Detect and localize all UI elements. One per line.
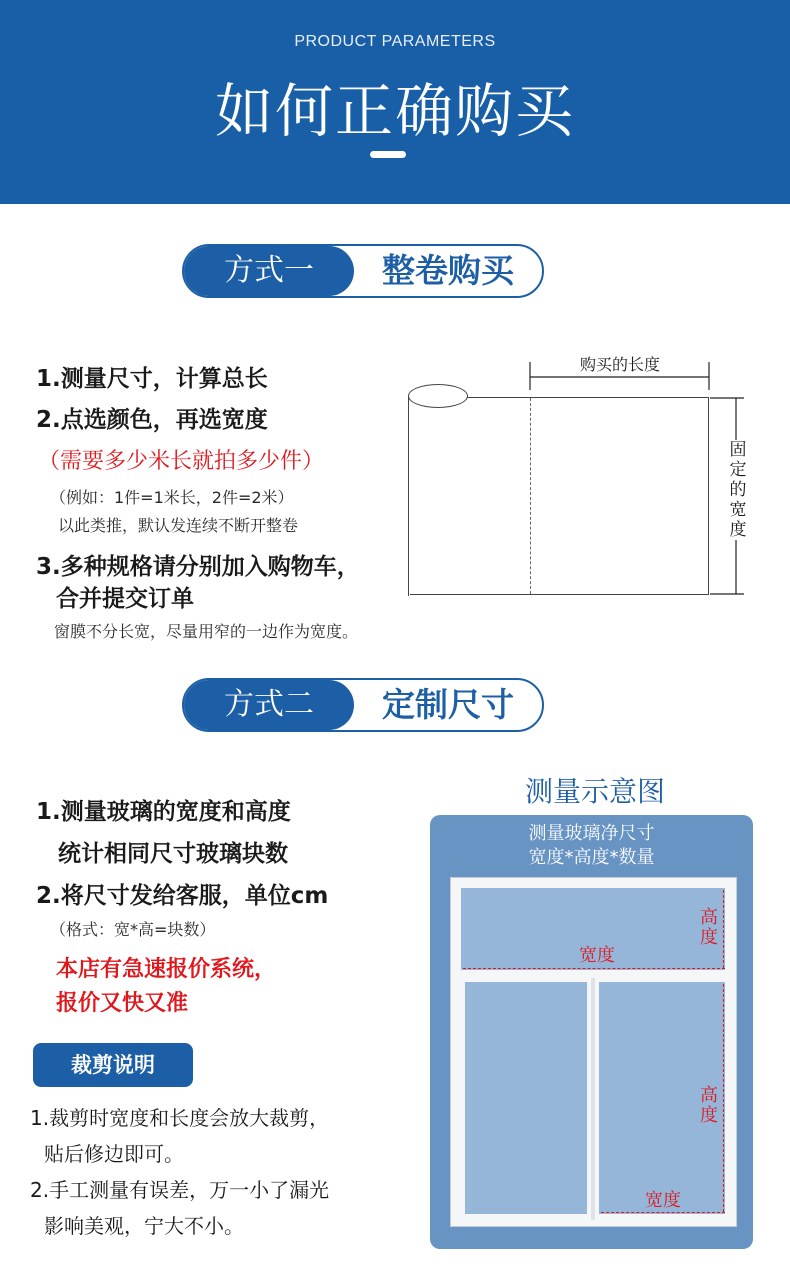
window-mullion [591,978,595,1220]
method2-badge: 方式二 [184,680,354,730]
method1-step2: 2.点选颜色，再选宽度 [36,407,268,433]
method2-red-line1: 本店有急速报价系统， [56,957,277,982]
roll-sheet [410,397,709,595]
method2-step1-line2: 统计相同尺寸玻璃块数 [58,841,288,867]
method1-badge: 方式一 [184,246,354,296]
cut-item2-line1: 2.手工测量有误差，万一小了漏光 [30,1178,330,1202]
method1-example2: 以此类推，默认发连续不断开整卷 [58,516,299,535]
method2-step2: 2.将尺寸发给客服，单位cm [36,883,329,909]
method1-step3-line1: 3.多种规格请分别加入购物车， [36,554,360,580]
top-height-line [723,890,724,968]
method1-red-note: （需要多少米长就拍多少件） [38,449,325,474]
method2-format: （格式：宽*高=块数） [50,920,216,939]
method1-step3-line2: 合并提交订单 [56,586,194,612]
cut-instructions-badge: 裁剪说明 [33,1043,193,1087]
header-subtitle: PRODUCT PARAMETERS [294,33,496,50]
roll-end-icon [408,384,468,408]
bottom-height-line [723,984,724,1212]
header-divider [370,151,406,158]
cut-item1-line2: 贴后修边即可。 [44,1142,184,1166]
length-label: 购买的长度 [560,352,680,375]
method1-header [182,244,544,298]
method1-step1: 1.测量尺寸，计算总长 [36,366,268,392]
top-height-label: 高度 [700,907,718,948]
measure-sub2: 宽度*高度*数量 [528,847,655,868]
method2-red-line2: 报价又快又准 [56,991,189,1016]
bottom-left-glass-pane [465,982,587,1214]
roll-core [408,396,412,596]
method1-example: （例如：1件=1米长，2件=2米） [50,488,294,507]
method1-note: 窗膜不分长宽，尽量用窄的一边作为宽度。 [54,622,359,641]
top-width-label: 宽度 [579,941,615,967]
method1-label: 整卷购买 [382,251,514,290]
bottom-height-label: 高度 [700,1085,718,1126]
bottom-width-label: 宽度 [645,1190,681,1211]
width-label: 固定的宽度 [727,440,749,540]
cut-item2-line2: 影响美观，宁大不小。 [44,1214,244,1238]
method2-header [182,678,544,732]
window-frame [450,877,737,1227]
measure-sub1: 测量玻璃净尺寸 [528,823,655,844]
roll-cut-line [530,398,531,594]
page-title: 如何正确购买 [214,77,575,145]
cut-item1-line1: 1.裁剪时宽度和长度会放大裁剪， [30,1106,330,1130]
top-width-line [463,968,725,969]
method2-label: 定制尺寸 [382,685,514,724]
bottom-width-line [601,1212,725,1213]
measure-diagram-subtitle [430,822,753,870]
measure-diagram-title: 测量示意图 [524,775,665,808]
method2-step1-line1: 1.测量玻璃的宽度和高度 [36,799,291,825]
